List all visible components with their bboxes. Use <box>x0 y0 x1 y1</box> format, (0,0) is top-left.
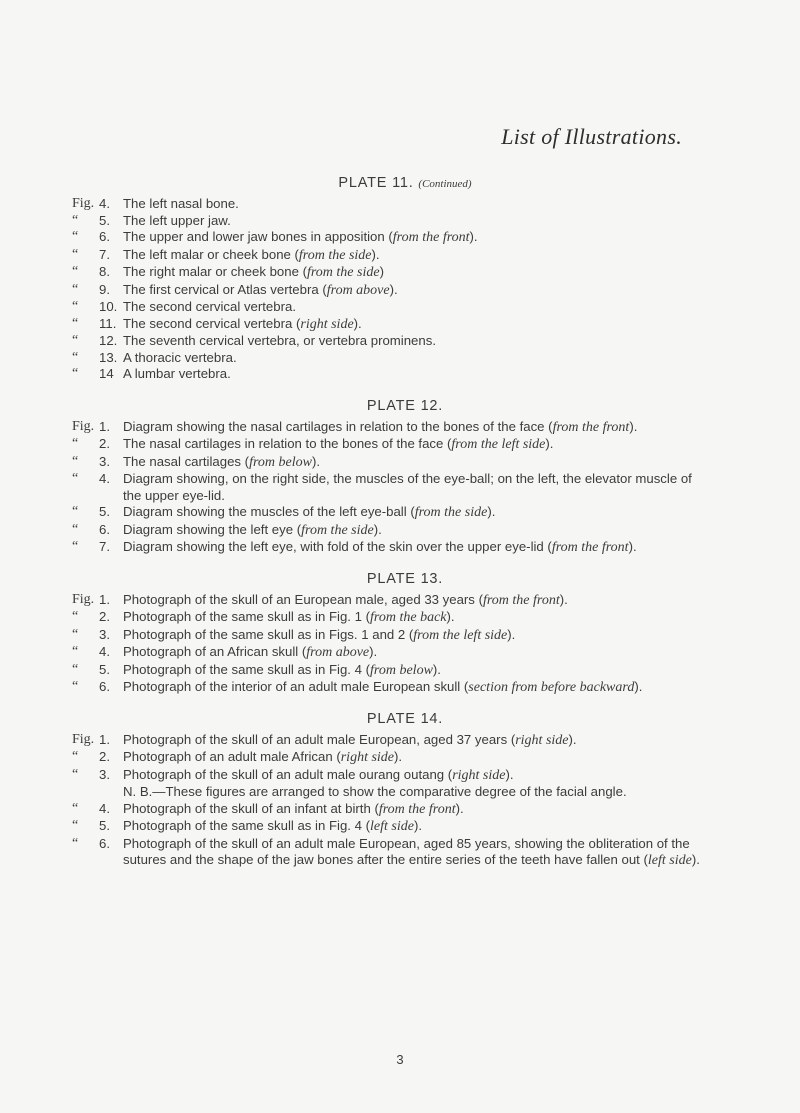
figure-label: “ <box>72 453 79 469</box>
figure-label: “ <box>72 299 79 314</box>
figure-number: 8. <box>99 264 110 279</box>
plate-section <box>72 570 712 697</box>
figure-entry <box>72 196 712 213</box>
figure-number: 6. <box>99 229 110 244</box>
figure-label: “ <box>72 504 79 519</box>
figure-number: 6. <box>99 835 110 851</box>
figure-label: “ <box>72 835 79 851</box>
figure-number: 3. <box>99 626 110 642</box>
figure-label: “ <box>72 818 79 833</box>
plate-title: PLATE 13. <box>366 570 444 587</box>
figure-number: 14 <box>99 366 114 381</box>
figure-caption-view: from the side <box>301 522 374 538</box>
figure-caption: Diagram showing the muscles of the left eye-ball (from the side). <box>123 504 496 520</box>
figure-caption: The left upper jaw. <box>123 212 231 228</box>
figure-label: Fig. <box>72 731 95 747</box>
figure-number: 2. <box>99 609 110 624</box>
figure-caption: Photograph of the skull of an adult male ourang outang (right side). <box>123 766 514 783</box>
figure-caption-view: from the front <box>482 592 560 608</box>
figure-label: “ <box>72 366 79 381</box>
figure-caption-view: right side <box>300 316 354 332</box>
figure-number: 6. <box>99 679 110 694</box>
figure-number: 3. <box>99 453 110 469</box>
figure-label: “ <box>72 315 79 331</box>
figure-caption-view: from the side <box>298 247 372 263</box>
figure-caption: The right malar or cheek bone (from the side) <box>123 264 384 280</box>
figure-entry <box>72 732 712 750</box>
figure-caption-view: right side <box>452 767 506 783</box>
figure-entry <box>72 316 712 334</box>
figure-caption: The left malar or cheek bone (from the side). <box>123 246 380 263</box>
figure-entry <box>72 366 712 383</box>
plate-heading <box>98 174 712 193</box>
figure-entry <box>72 627 712 645</box>
figure-caption: The nasal cartilages (from below). <box>123 453 321 470</box>
figure-caption: A lumbar vertebra. <box>123 366 231 381</box>
figure-number: 11. <box>99 315 117 331</box>
figure-label: “ <box>72 333 79 348</box>
figure-caption: The second cervical vertebra (right side). <box>123 315 362 332</box>
figure-number: 13. <box>99 349 118 365</box>
figure-label: “ <box>72 471 79 486</box>
figure-label: “ <box>72 539 79 554</box>
figure-caption: The left nasal bone. <box>123 196 239 211</box>
figure-label: “ <box>72 661 79 677</box>
figure-label: “ <box>72 644 79 659</box>
figure-caption-view: from the side <box>414 505 488 520</box>
figure-number: 4. <box>99 644 110 659</box>
figure-label: “ <box>72 281 79 297</box>
figure-number: 1. <box>99 731 110 747</box>
plate-title: PLATE 12. <box>366 397 444 414</box>
figure-number: 10. <box>99 299 118 314</box>
figure-note: N. B.—These figures are arranged to show the comparative degree of the facial angle. <box>123 784 627 799</box>
figure-caption: Photograph of the same skull as in Figs. 1 and 2 (from the left side). <box>123 626 516 643</box>
figure-entry <box>72 229 712 247</box>
figure-caption-view: from the front <box>552 419 630 435</box>
figure-label: “ <box>72 436 79 451</box>
figure-number: 5. <box>99 212 110 228</box>
figure-caption: Diagram showing the nasal cartilages in relation to the bones of the face (from the front). <box>123 418 638 435</box>
figure-caption-view: from the front <box>551 540 629 555</box>
figure-entry <box>72 454 712 472</box>
figure-label: “ <box>72 766 79 782</box>
figure-number: 3. <box>99 766 110 782</box>
figure-number: 4. <box>99 196 110 211</box>
plate-section <box>72 174 712 383</box>
figure-number: 2. <box>99 749 110 764</box>
figure-caption: Photograph of the skull of an adult male European, aged 85 years, showing the obliteration of the sutures and the shape of the jaw bones after the entire series of the teeth have fallen out (left side). <box>123 835 700 868</box>
figure-caption: Photograph of the same skull as in Fig. 4 (from below). <box>123 661 441 678</box>
figure-caption: Diagram showing the left eye (from the side). <box>123 521 382 538</box>
figure-entry <box>72 836 712 870</box>
plate-heading <box>98 710 712 729</box>
figure-number: 6. <box>99 521 110 537</box>
figure-entry <box>72 801 712 819</box>
figure-entry <box>72 609 712 627</box>
figure-entry <box>72 419 712 437</box>
figure-caption-view: from the side <box>306 265 380 280</box>
figure-number: 7. <box>99 246 110 262</box>
figure-entry <box>72 471 712 504</box>
figure-caption-view: from above <box>326 282 390 298</box>
figure-caption: Photograph of the skull of an adult male European, aged 37 years (right side). <box>123 731 577 748</box>
plate-heading <box>98 570 712 589</box>
figure-label: “ <box>72 264 79 279</box>
figure-number: 1. <box>99 591 110 607</box>
figure-entry <box>72 350 712 367</box>
figure-entry <box>72 504 712 522</box>
running-head: List of Illustrations. <box>501 124 682 149</box>
figure-caption-view: from above <box>306 645 370 660</box>
figure-entry <box>72 592 712 610</box>
figure-caption-view: from the left side <box>451 437 546 452</box>
figure-entry <box>72 264 712 282</box>
figure-number: 7. <box>99 539 110 554</box>
plate-title: PLATE 11. <box>338 175 414 191</box>
figure-label: “ <box>72 521 79 537</box>
figure-number: 5. <box>99 661 110 677</box>
figure-caption-view: right side <box>340 750 395 765</box>
figure-caption: Photograph of the skull of an infant at birth (from the front). <box>123 800 464 817</box>
plate-continued: (Continued) <box>418 178 472 190</box>
figure-caption: Diagram showing, on the right side, the muscles of the eye-ball; on the left, the elevator muscle of the upper eye-lid. <box>123 471 692 503</box>
figure-caption: The seventh cervical vertebra, or vertebra prominens. <box>123 333 436 348</box>
figure-label: “ <box>72 349 79 365</box>
plate-title: PLATE 14. <box>366 710 444 727</box>
figure-caption-view: left side <box>647 853 692 868</box>
figure-label: “ <box>72 229 79 244</box>
figure-caption-view: right side <box>515 732 569 748</box>
figure-caption: The first cervical or Atlas vertebra (from above). <box>123 281 398 298</box>
figure-label: “ <box>72 679 79 694</box>
figure-number: 9. <box>99 281 110 297</box>
figure-entry <box>72 679 712 697</box>
figure-label: “ <box>72 609 79 624</box>
figure-caption-view: from the front <box>392 230 470 245</box>
figure-caption-view: from the left side <box>413 627 508 643</box>
plate-section <box>72 710 712 870</box>
plate-heading <box>98 397 712 416</box>
figure-label: Fig. <box>72 196 95 211</box>
figure-caption-view: from the back <box>370 610 447 625</box>
figure-entry <box>72 333 712 350</box>
figure-caption: Photograph of the same skull as in Fig. 1 (from the back). <box>123 609 455 625</box>
figure-label: “ <box>72 246 79 262</box>
figure-caption-view: from below <box>249 454 312 470</box>
figure-label: “ <box>72 749 79 764</box>
figure-caption: A thoracic vertebra. <box>123 349 237 365</box>
figure-entry <box>72 282 712 300</box>
figure-entry <box>72 213 712 230</box>
figure-caption: Photograph of the interior of an adult male European skull (section from before backward). <box>123 679 643 695</box>
figure-caption: Photograph of the skull of an European male, aged 33 years (from the front). <box>123 591 568 608</box>
figure-entry <box>72 662 712 680</box>
figure-number: 1. <box>99 418 110 434</box>
figure-label: Fig. <box>72 418 95 434</box>
figure-caption: Photograph of an adult male African (right side). <box>123 749 403 765</box>
figure-label: Fig. <box>72 591 95 607</box>
figure-entry <box>72 299 712 316</box>
figure-entry <box>72 247 712 265</box>
figure-caption: Photograph of the same skull as in Fig. 4 (left side). <box>123 818 423 834</box>
figure-caption-view: from the front <box>378 801 456 817</box>
figure-entry <box>72 818 712 836</box>
figure-entry <box>72 749 712 767</box>
plate-section <box>72 397 712 557</box>
figure-number: 5. <box>99 504 110 519</box>
figure-number: 4. <box>99 800 110 816</box>
figure-caption-view: from below <box>370 662 433 678</box>
illustration-list <box>72 174 712 883</box>
figure-number: 12. <box>99 333 118 348</box>
page-number: 3 <box>396 1052 404 1067</box>
figure-label: “ <box>72 800 79 816</box>
figure-entry <box>72 522 712 540</box>
figure-number: 2. <box>99 436 110 451</box>
figure-entry <box>72 767 712 785</box>
figure-label: “ <box>72 626 79 642</box>
figure-caption-view: left side <box>370 819 414 834</box>
figure-caption: The second cervical vertebra. <box>123 299 296 314</box>
figure-label: “ <box>72 212 79 228</box>
figure-entry <box>72 539 712 557</box>
figure-caption: Photograph of an African skull (from above). <box>123 644 378 660</box>
figure-caption-view: section from before backward <box>468 680 635 695</box>
figure-caption: The upper and lower jaw bones in apposition (from the front). <box>123 229 478 245</box>
figure-number: 4. <box>99 471 110 486</box>
figure-entry <box>72 644 712 662</box>
figure-number: 5. <box>99 818 110 833</box>
figure-caption: Diagram showing the left eye, with fold of the skin over the upper eye-lid (from the front). <box>123 539 637 555</box>
figure-caption: The nasal cartilages in relation to the bones of the face (from the left side). <box>123 436 554 452</box>
figure-entry <box>72 436 712 454</box>
